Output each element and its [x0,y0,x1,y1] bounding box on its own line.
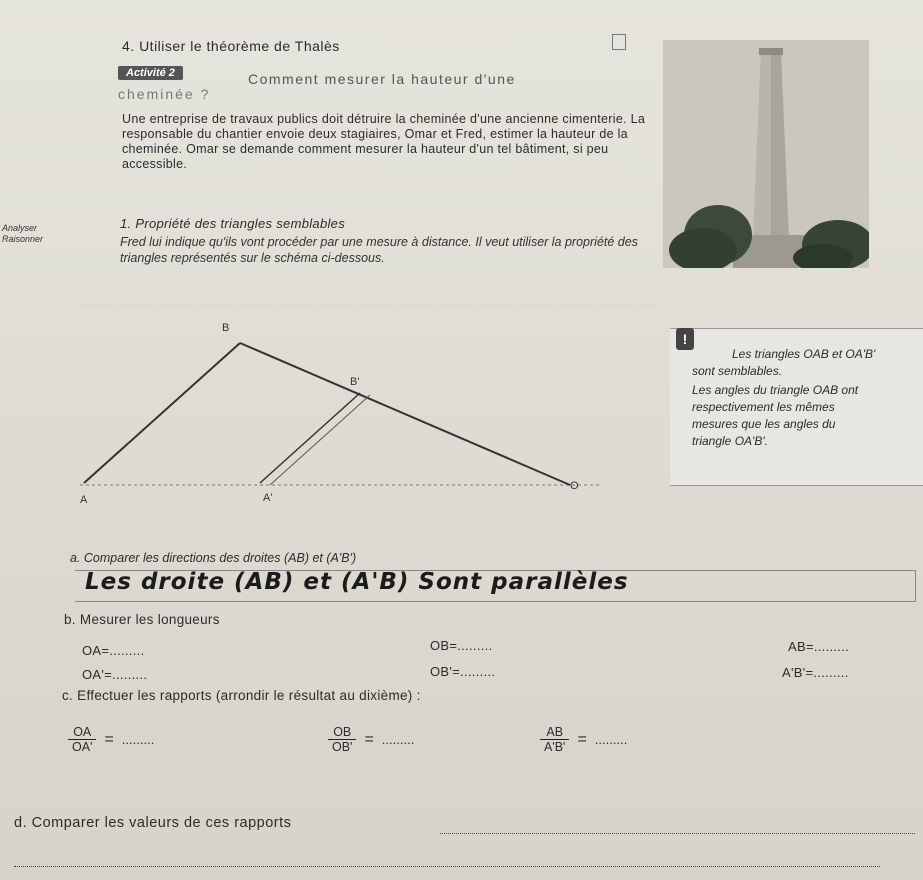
label-O: O [570,480,579,492]
activity-question-line2: cheminée ? [118,86,211,102]
fraction-OB: $\frac{OB}{OB'}$ [328,725,356,754]
sidebar-raisonner: Raisonner [2,234,44,244]
subsection-title: 1. Propriété des triangles semblables [120,216,345,231]
ratio-OA: $\frac{OA}{OA'}$ = ......... [68,725,154,754]
fraction-AB: $\frac{AB}{A'B'}$ [540,725,569,754]
line-AB [84,343,240,483]
thales-diagram [60,305,660,520]
answer-a-handwritten: Les droite (AB) et (A'B) Sont parallèles [85,569,629,595]
intro-paragraph: Une entreprise de travaux publics doit détruire la cheminée d'une ancienne cimenterie. La responsable du chantier envoie deux stagiaires, Omar et Fred, estimer la hauteur de la cheminée. Omar se demande comment mesurer la hauteur d'un tel bâtiment, si peu accessible. [122,112,646,171]
ratio-OA-blank[interactable]: ......... [121,732,155,747]
question-d: d. Comparer les valeurs de ces rapports [14,815,292,831]
note-line5: mesures que les angles du [692,417,836,431]
exclamation-icon: ! [676,328,694,350]
activity-badge: Activité 2 [118,66,183,80]
measure-AB[interactable]: AB=......... [788,639,850,654]
question-c: c. Effectuer les rapports (arrondir le résultat au dixième) : [62,688,421,703]
ratio-AB: $\frac{AB}{A'B'}$ = ......... [540,725,627,754]
question-a: a. Comparer les directions des droites (AB) et (A'B') [70,551,357,565]
measure-OB[interactable]: OB=......... [430,638,493,653]
ratio-AB-blank[interactable]: ......... [594,732,628,747]
note-text [692,346,920,450]
line-ApBp-shadow [270,395,370,485]
measure-ApBp[interactable]: A'B'=......... [782,665,849,680]
note-line6: triangle OA'B'. [692,434,768,448]
subsection-text: Fred lui indique qu'ils vont procéder par une mesure à distance. Il veut utiliser la propriété des triangles représentés sur le schéma ci-dessous. [120,235,638,265]
note-line3: Les angles du triangle OAB ont [692,383,859,397]
label-Ap: A' [263,492,273,504]
measure-OA[interactable]: OA=......... [82,643,145,658]
question-b: b. Mesurer les longueurs [64,612,220,627]
fraction-OA: $\frac{OA}{OA'}$ [68,725,96,754]
line-OB [240,343,570,485]
note-line4: respectivement les mêmes [692,400,835,414]
page-icon [612,34,626,50]
label-A: A [80,494,88,506]
chimney-photo [663,40,869,268]
sidebar-analyser: Analyser [2,223,38,233]
line-ApBp [260,393,360,483]
note-line2: sont semblables. [692,364,783,378]
answer-d-line2[interactable] [14,866,880,867]
measure-OBp[interactable]: OB'=......... [430,664,496,679]
section-title: 4. Utiliser le théorème de Thalès [122,38,340,54]
ratio-OB: $\frac{OB}{OB'}$ = ......... [328,725,414,754]
label-Bp: B' [350,376,360,388]
answer-d-line1[interactable] [440,833,915,834]
note-line1: Les triangles OAB et OA'B' [732,347,876,361]
activity-question-line1: Comment mesurer la hauteur d'une [248,71,516,87]
ratio-OB-blank[interactable]: ......... [381,732,415,747]
label-B: B [222,322,230,334]
measure-OAp[interactable]: OA'=......... [82,667,148,682]
